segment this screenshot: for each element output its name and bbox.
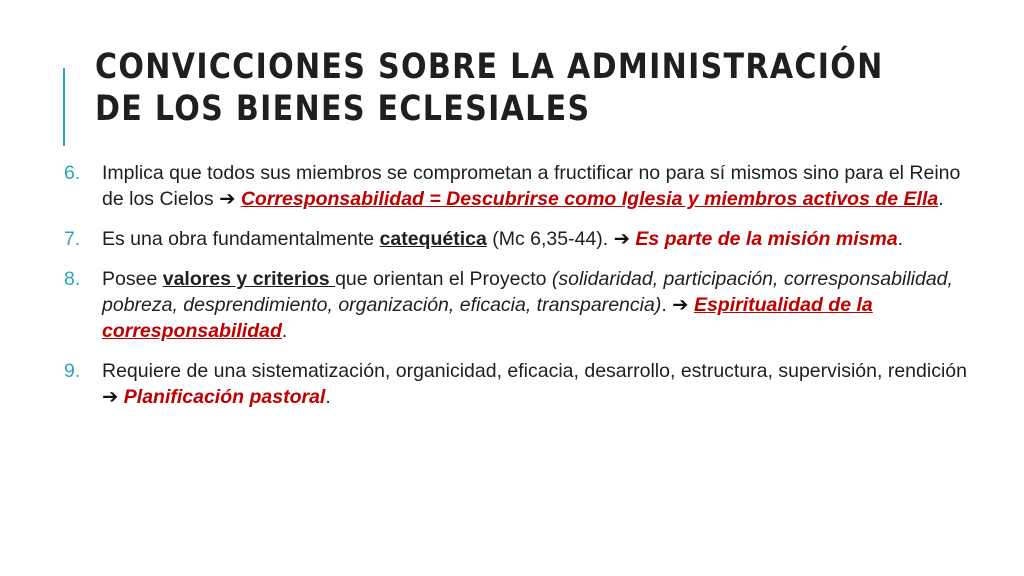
list-number: 8. [64, 268, 81, 290]
title-accent-bar [63, 68, 65, 146]
item-text: Es una obra fundamentalmente [102, 228, 380, 250]
list-number: 7. [64, 228, 81, 250]
item-end: . [938, 188, 944, 210]
item-text: que orientan el Proyecto [335, 268, 552, 290]
title-line-2: DE LOS BIENES ECLESIALES [95, 89, 591, 129]
highlight-text: Planificación pastoral [123, 386, 326, 408]
item-text: Posee [102, 268, 163, 290]
item-end: . [325, 386, 331, 408]
list-item [64, 266, 984, 344]
title-line-1: CONVICCIONES SOBRE LA ADMINISTRACIÓN [95, 47, 884, 87]
list-item [64, 160, 984, 212]
arrow-right-icon: ➔ [219, 188, 236, 210]
arrow-right-icon: ➔ [102, 386, 119, 408]
item-text: Requiere de una sistematización, organicidad, eficacia, desarrollo, estructura, supervisión, rendición [102, 360, 967, 382]
list-number: 9. [64, 360, 81, 382]
item-text: (Mc 6,35-44). [486, 228, 614, 250]
numbered-list [64, 160, 984, 424]
italic-list: (solidaridad, participación, corresponsabilidad, pobreza, desprendimiento, organización, eficacia, transparencia) [102, 268, 953, 316]
underlined-term: catequética [379, 228, 487, 250]
highlight-text: Es parte de la misión misma [635, 228, 898, 250]
item-end: . [281, 320, 288, 342]
slide-title [95, 46, 884, 130]
highlight-text: Espiritualidad de la corresponsabilidad [102, 294, 873, 342]
arrow-right-icon: ➔ [672, 294, 689, 316]
list-item [64, 226, 984, 252]
list-item [64, 358, 984, 410]
item-text: Implica que todos sus miembros se comprometan a fructificar no para sí mismos sino para el Reino de los Cielos [102, 162, 961, 210]
highlight-text: Corresponsabilidad = Descubrirse como Iglesia y miembros activos de Ella [240, 188, 939, 210]
item-end: . [897, 228, 904, 250]
item-text: . [661, 294, 673, 316]
list-number: 6. [64, 162, 81, 184]
underlined-term: valores y criterios [162, 268, 336, 290]
arrow-right-icon: ➔ [613, 228, 630, 250]
